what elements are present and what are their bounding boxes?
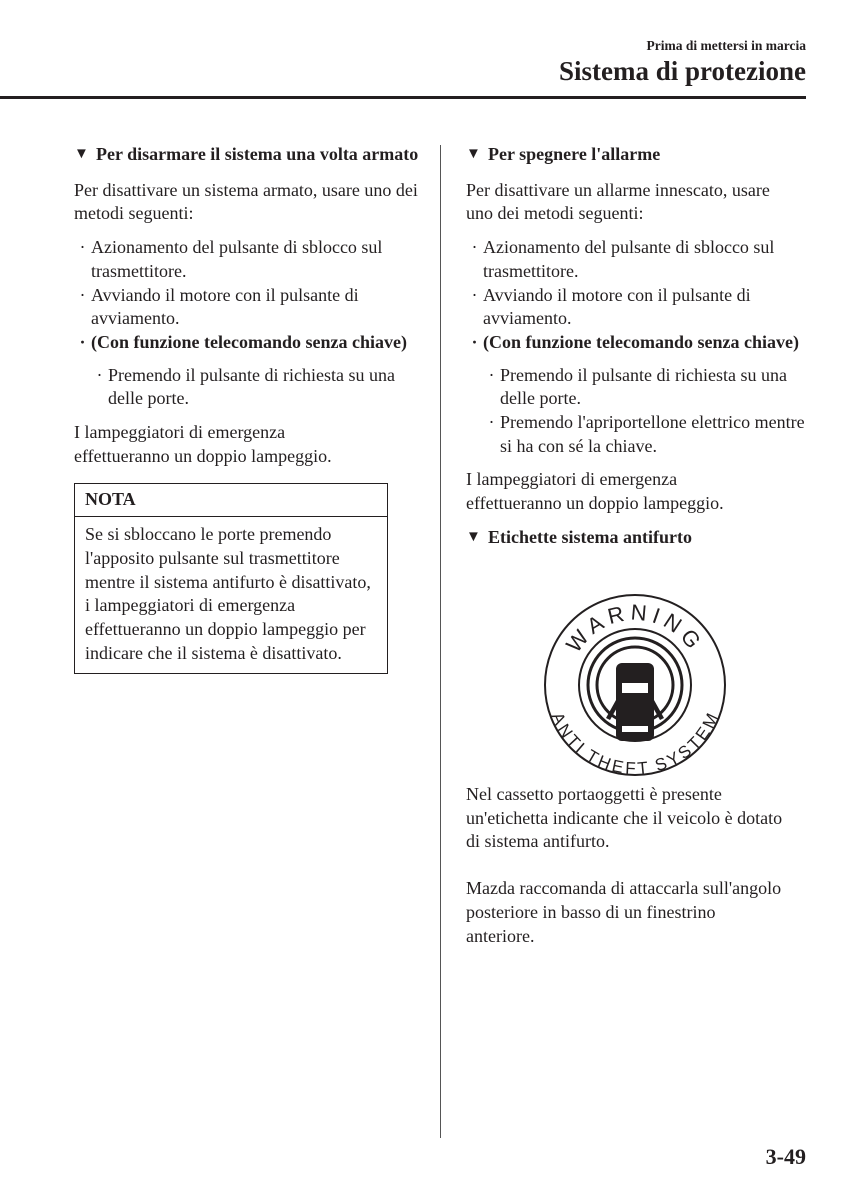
outro-text: I lampeggiatori di emergenza effettueranno un doppio lampeggio.: [74, 422, 332, 466]
anti-theft-warning-label: [540, 590, 730, 780]
label-top-text: WARNING: [561, 599, 710, 658]
car-icon: [606, 663, 664, 741]
sub-list-item: · Premendo il pulsante di richiesta su una delle porte.: [96, 364, 395, 409]
right-paragraphs: [466, 783, 786, 948]
header-rule: [0, 96, 806, 99]
sub-list-item: · Premendo il pulsante di richiesta su una delle porte.: [488, 364, 787, 409]
note-title: NOTA: [75, 484, 387, 517]
intro-text: Per disattivare un sistema armato, usare uno dei metodi seguenti:: [74, 179, 418, 224]
section-heading: ▼ Etichette sistema antifurto: [466, 526, 811, 550]
section-heading: ▼ Per disarmare il sistema una volta armato: [74, 143, 419, 167]
sub-list-item: · Premendo l'apriportellone elettrico mentre si ha con sé la chiave.: [488, 412, 805, 456]
note-body: Se si sbloccano le porte premendo l'apposito pulsante sul trasmettitore mentre il sistema antifurto è disattivato, i lampeggiatori di emergenza effettueranno un doppio lampeggio per indicare che il sistema è disattivato.: [85, 524, 371, 663]
list-item: · Azionamento del pulsante di sblocco sul trasmettitore.: [79, 237, 383, 281]
section-heading: ▼ Per spegnere l'allarme: [466, 143, 811, 167]
list-item: · Avviando il motore con il pulsante di avviamento.: [79, 284, 359, 329]
page-number: 3-49: [765, 1144, 806, 1169]
triangle-down-icon: ▼: [74, 146, 89, 162]
triangle-down-icon: ▼: [466, 146, 481, 162]
left-column: [74, 143, 419, 674]
note-box: [74, 483, 388, 674]
list-item: · Avviando il motore con il pulsante di avviamento.: [471, 284, 751, 329]
column-divider: [440, 145, 441, 1138]
list-item: · Azionamento del pulsante di sblocco sul trasmettitore.: [471, 237, 775, 281]
section-name: Prima di mettersi in marcia: [646, 38, 806, 53]
outro-text: I lampeggiatori di emergenza effettueranno un doppio lampeggio.: [466, 469, 724, 514]
label-bottom-text: ANTI THEFT SYSTEM: [547, 709, 723, 779]
recommendation-text: Mazda raccomanda di attaccarla sull'angolo posteriore in basso di un finestrino anteriore.: [466, 878, 782, 946]
right-column: [466, 143, 811, 550]
intro-text: Per disattivare un allarme innescato, usare uno dei metodi seguenti:: [466, 179, 770, 224]
list-item: · (Con funzione telecomando senza chiave): [471, 331, 799, 352]
page-title: Sistema di protezione: [559, 56, 806, 86]
triangle-down-icon: ▼: [466, 528, 481, 545]
list-item: · (Con funzione telecomando senza chiave): [79, 331, 407, 352]
label-location-text: Nel cassetto portaoggetti è presente un'etichetta indicante che il veicolo è dotato di sistema antifurto.: [466, 784, 783, 852]
